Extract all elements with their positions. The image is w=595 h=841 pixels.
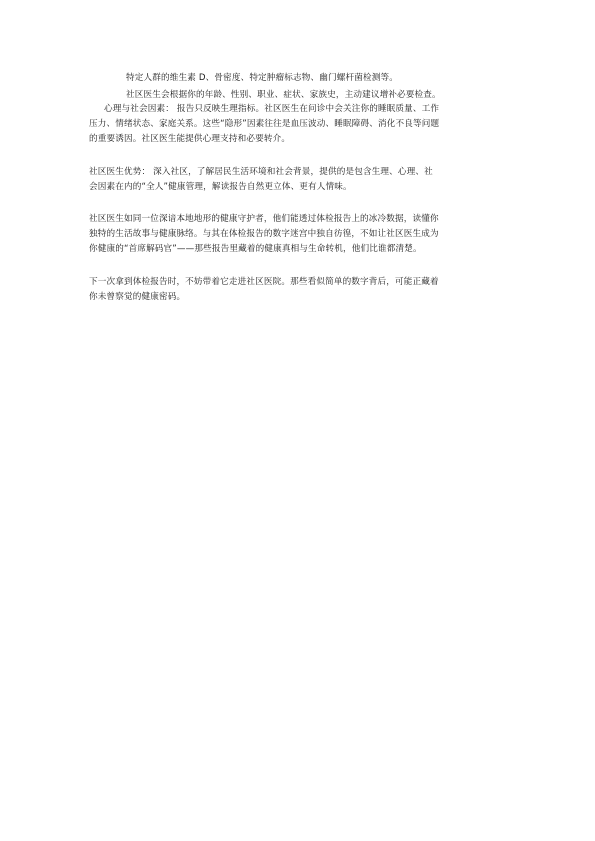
paragraph-line: 社区医生优势： 深入社区，了解居民生活环境和社会背景，提供的是包含生理、心理、社 — [89, 167, 433, 177]
paragraph-line: 心理与社会因素： 报告只反映生理指标。社区医生在问诊中会关注你的睡眠质量、工作 — [104, 104, 440, 114]
paragraph-line: 社区医生会根据你的年龄、性别、职业、症状、家族史，主动建议增补必要检查。 — [126, 90, 441, 100]
paragraph-line: 独特的生活故事与健康脉络。与其在体检报告的数字迷宫中独自彷徨，不如让社区医生成为 — [89, 229, 439, 239]
paragraph-line: 社区医生如同一位深谙本地地形的健康守护者，他们能透过体检报告上的冰冷数据，读懂你 — [89, 214, 439, 224]
paragraph-line: 特定人群的维生素 D、骨密度、特定肿瘤标志物、幽门螺杆菌检测等。 — [126, 73, 398, 83]
paragraph-line: 的重要诱因。社区医生能提供心理支持和必要转介。 — [89, 134, 291, 144]
paragraph-line: 下一次拿到体检报告时，不妨带着它走进社区医院。那些看似简单的数字背后，可能正藏着 — [89, 277, 439, 287]
paragraph-line: 会因素在内的“全人”健康管理，解读报告自然更立体、更有人情味。 — [89, 182, 352, 192]
paragraph-line: 你未曾察觉的健康密码。 — [89, 292, 186, 302]
paragraph-line: 压力、情绪状态、家庭关系。这些“隐形”因素往往是血压波动、睡眠障碍、消化不良等问题 — [89, 119, 440, 129]
paragraph-line: 你健康的“首席解码官”——那些报告里藏着的健康真相与生命转机，他们比谁都清楚。 — [89, 244, 422, 254]
